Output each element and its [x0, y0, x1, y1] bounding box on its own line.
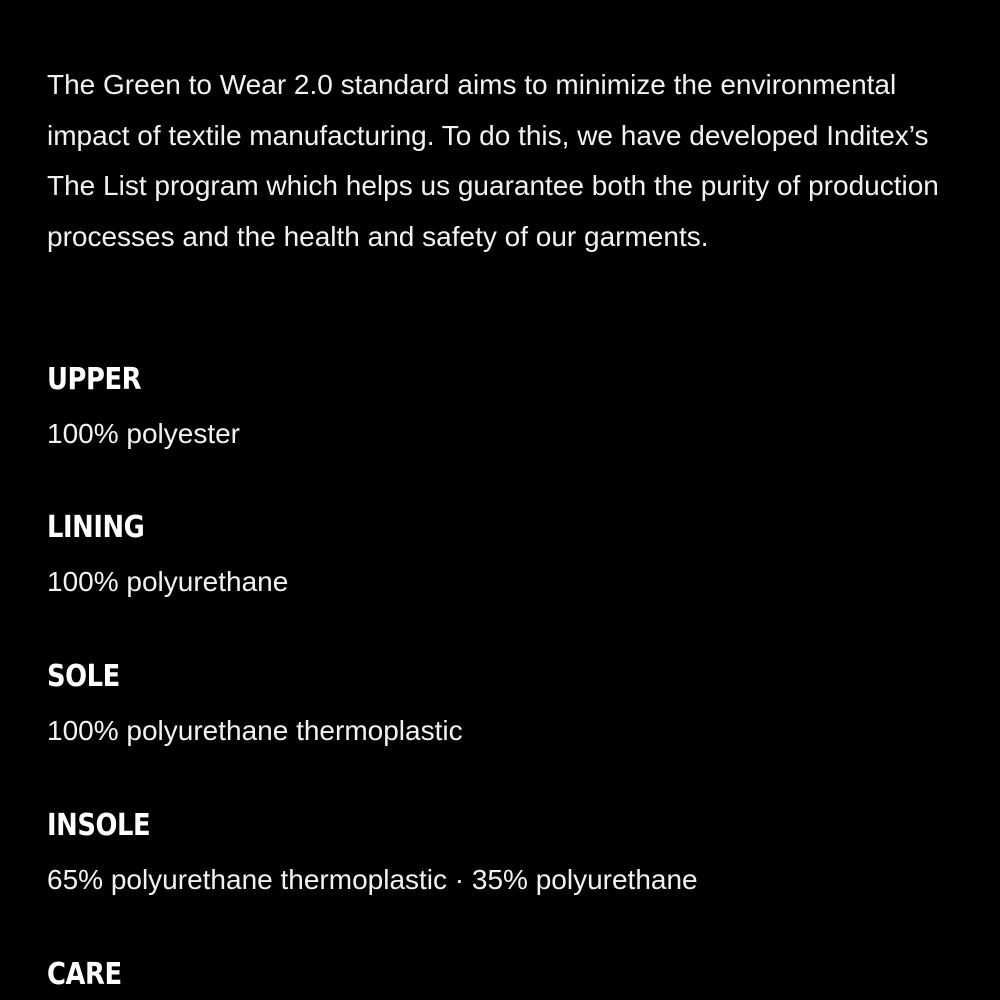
composition-section-upper [47, 360, 967, 452]
section-title-care: CARE [47, 957, 122, 992]
composition-section-sole [47, 657, 967, 749]
section-value-insole: 65% polyurethane thermoplastic · 35% polyurethane [47, 864, 698, 895]
section-value-sole: 100% polyurethane thermoplastic [47, 715, 463, 746]
section-title-sole: SOLE [47, 659, 120, 694]
composition-section-lining [47, 508, 967, 600]
section-title-upper: UPPER [47, 362, 142, 397]
section-value-upper: 100% polyester [47, 418, 241, 449]
composition-section-insole [47, 806, 967, 898]
section-title-insole: INSOLE [47, 808, 151, 843]
section-title-lining: LINING [47, 510, 145, 545]
composition-section-care [47, 955, 967, 995]
sustainability-description: The Green to Wear 2.0 standard aims to minimize the environmental impact of textile manufacturing. To do this, we have developed Inditex’s The List program which helps us guarantee both the purity of production processes and the health and safety of our garments. [47, 69, 939, 252]
section-value-lining: 100% polyurethane [47, 566, 289, 597]
